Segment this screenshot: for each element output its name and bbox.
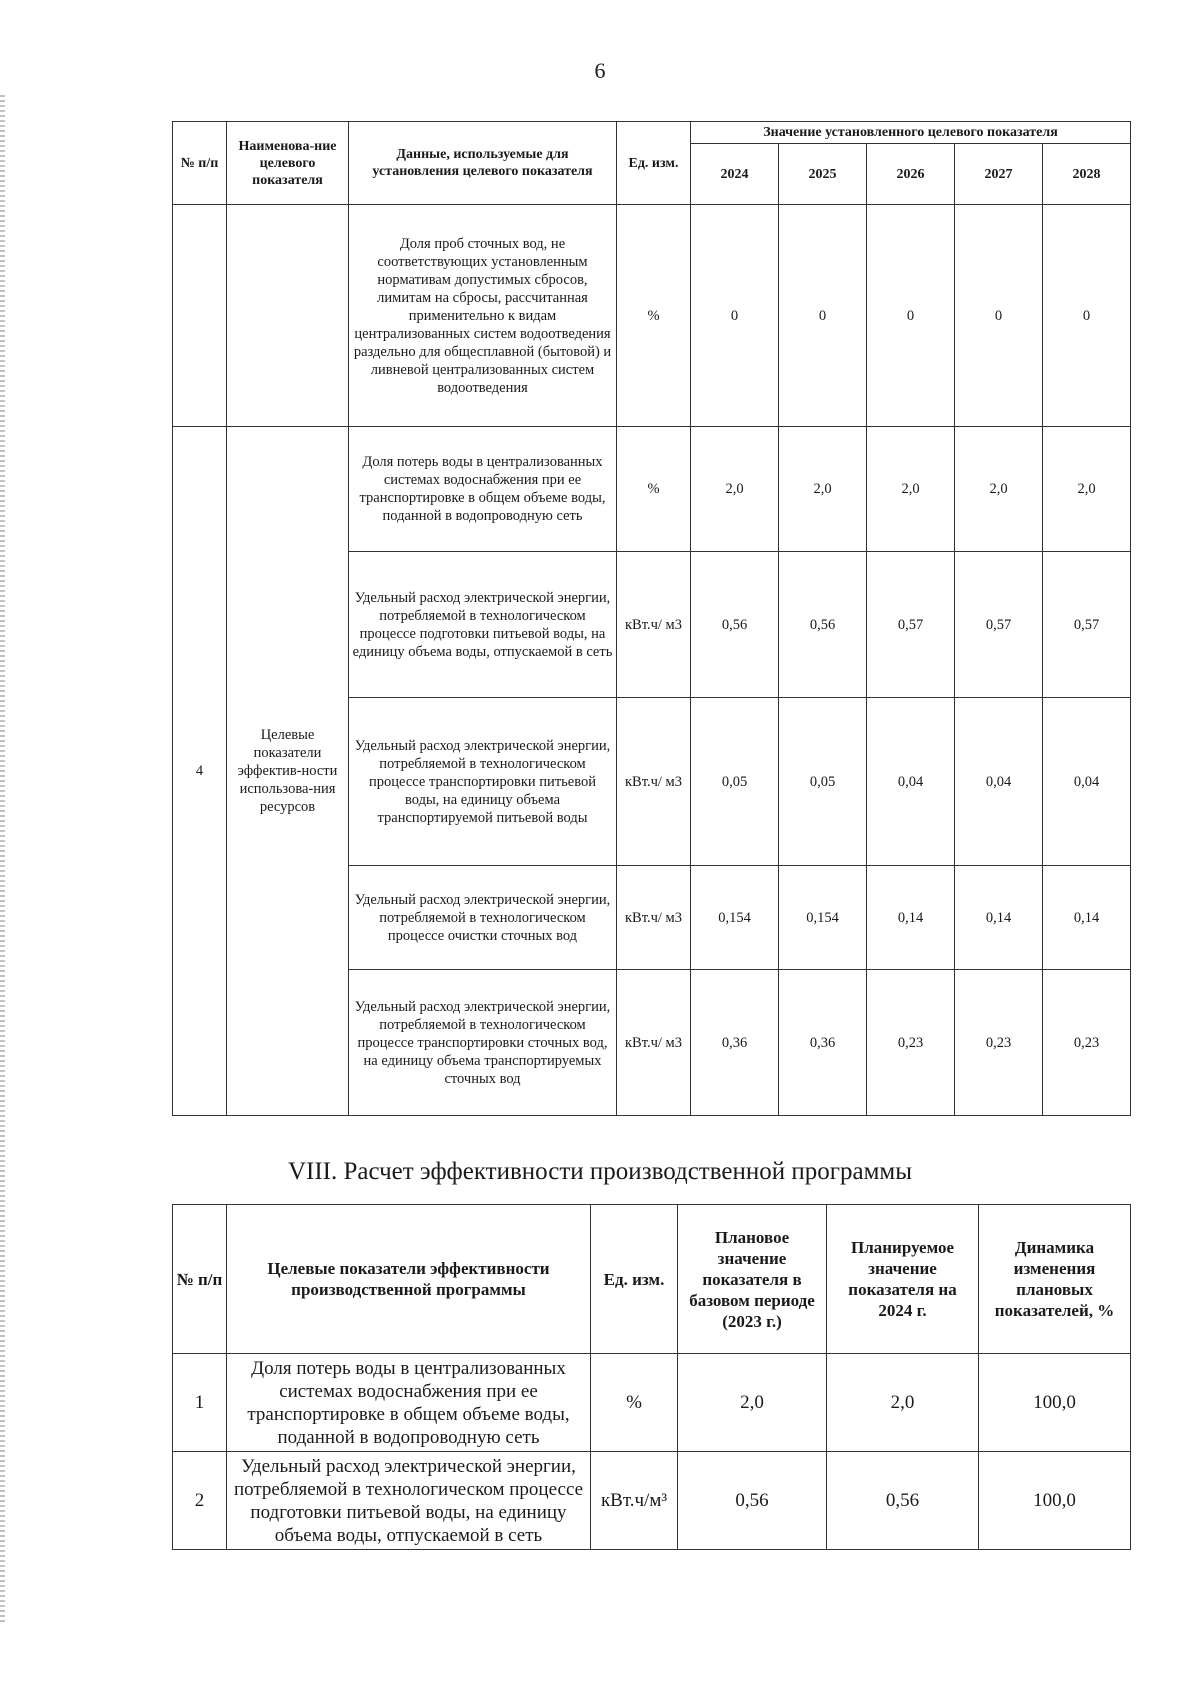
cell-data: Удельный расход электрической энергии, потребляемой в технологическом процессе транспортировки питьевой воды, на единицу объема транспортируемой питьевой воды bbox=[349, 698, 617, 866]
cell-value: 0,04 bbox=[955, 698, 1043, 866]
efficiency-calculation-table bbox=[172, 1204, 1131, 1550]
header-num: № п/п bbox=[173, 1205, 227, 1354]
cell-dynamics: 100,0 bbox=[979, 1354, 1131, 1452]
cell-num: 4 bbox=[173, 427, 227, 1116]
cell-value: 0,23 bbox=[955, 970, 1043, 1116]
cell-data: Удельный расход электрической энергии, потребляемой в технологическом процессе подготовки питьевой воды, на единицу объема воды, отпускаемой в сеть bbox=[349, 552, 617, 698]
header-indicator-name: Наименова-ние целевого показателя bbox=[227, 122, 349, 205]
header-planned-value: Планируемое значение показателя на 2024 г. bbox=[827, 1205, 979, 1354]
cell-value: 0,14 bbox=[1043, 866, 1131, 970]
cell-value: 0,05 bbox=[779, 698, 867, 866]
header-unit: Ед. изм. bbox=[591, 1205, 678, 1354]
header-target-values: Значение установленного целевого показателя bbox=[691, 122, 1131, 144]
cell-data: Доля проб сточных вод, не соответствующих установленным нормативам допустимых сбросов, лимитам на сбросы, рассчитанная применительно к видам централизованных систем водоотведения раздельно для общесплавной (бытовой) и ливневой централизованных систем водоотведения bbox=[349, 205, 617, 427]
cell-value: 2,0 bbox=[779, 427, 867, 552]
cell-value: 0,57 bbox=[1043, 552, 1131, 698]
cell-num: 2 bbox=[173, 1452, 227, 1550]
cell-indicator-name: Целевые показатели эффектив-ности использова-ния ресурсов bbox=[227, 427, 349, 1116]
cell-planned-value: 0,56 bbox=[827, 1452, 979, 1550]
cell-unit: кВт.ч/ м3 bbox=[617, 866, 691, 970]
section-title: VIII. Расчет эффективности производственной программы bbox=[287, 1158, 913, 1185]
cell-value: 0,57 bbox=[867, 552, 955, 698]
cell-value: 2,0 bbox=[955, 427, 1043, 552]
cell-value: 0 bbox=[779, 205, 867, 427]
table-row bbox=[173, 1452, 1131, 1550]
table-header-row bbox=[173, 1205, 1131, 1354]
cell-unit: кВт.ч/м³ bbox=[591, 1452, 678, 1550]
cell-value: 0,23 bbox=[1043, 970, 1131, 1116]
cell-unit: кВт.ч/ м3 bbox=[617, 970, 691, 1116]
cell-num bbox=[173, 205, 227, 427]
header-num: № п/п bbox=[173, 122, 227, 205]
cell-value: 2,0 bbox=[1043, 427, 1131, 552]
cell-data: Удельный расход электрической энергии, потребляемой в технологическом процессе очистки сточных вод bbox=[349, 866, 617, 970]
table-row bbox=[173, 205, 1131, 427]
header-year: 2027 bbox=[955, 144, 1043, 205]
cell-indicator-name: Доля потерь воды в централизованных системах водоснабжения при ее транспортировке в общем объеме воды, поданной в водопроводную сеть bbox=[227, 1354, 591, 1452]
cell-value: 0,56 bbox=[691, 552, 779, 698]
cell-value: 0,04 bbox=[1043, 698, 1131, 866]
cell-planned-value: 2,0 bbox=[827, 1354, 979, 1452]
header-year: 2028 bbox=[1043, 144, 1131, 205]
cell-value: 0,154 bbox=[691, 866, 779, 970]
cell-value: 0 bbox=[955, 205, 1043, 427]
cell-value: 2,0 bbox=[691, 427, 779, 552]
cell-value: 0,05 bbox=[691, 698, 779, 866]
header-year: 2025 bbox=[779, 144, 867, 205]
cell-indicator-name bbox=[227, 205, 349, 427]
header-data-used: Данные, используемые для установления целевого показателя bbox=[349, 122, 617, 205]
cell-value: 0,04 bbox=[867, 698, 955, 866]
cell-value: 0,57 bbox=[955, 552, 1043, 698]
cell-unit: кВт.ч/ м3 bbox=[617, 552, 691, 698]
cell-value: 0 bbox=[691, 205, 779, 427]
header-year: 2024 bbox=[691, 144, 779, 205]
cell-value: 0 bbox=[1043, 205, 1131, 427]
cell-unit: % bbox=[617, 427, 691, 552]
cell-data: Удельный расход электрической энергии, потребляемой в технологическом процессе транспортировки сточных вод, на единицу объема транспортируемых сточных вод bbox=[349, 970, 617, 1116]
cell-data: Доля потерь воды в централизованных системах водоснабжения при ее транспортировке в общем объеме воды, поданной в водопроводную сеть bbox=[349, 427, 617, 552]
cell-value: 0,36 bbox=[779, 970, 867, 1116]
cell-value: 2,0 bbox=[867, 427, 955, 552]
cell-indicator-name: Удельный расход электрической энергии, потребляемой в технологическом процессе подготовки питьевой воды, на единицу объема воды, отпускаемой в сеть bbox=[227, 1452, 591, 1550]
cell-value: 0,154 bbox=[779, 866, 867, 970]
cell-value: 0,14 bbox=[955, 866, 1043, 970]
table-header-row bbox=[173, 122, 1131, 144]
scan-edge-artifact bbox=[0, 95, 5, 1625]
header-base-value: Плановое значение показателя в базовом периоде (2023 г.) bbox=[678, 1205, 827, 1354]
cell-value: 0,56 bbox=[779, 552, 867, 698]
page-number: 6 bbox=[594, 58, 606, 83]
header-year: 2026 bbox=[867, 144, 955, 205]
cell-base-value: 2,0 bbox=[678, 1354, 827, 1452]
header-unit: Ед. изм. bbox=[617, 122, 691, 205]
cell-value: 0 bbox=[867, 205, 955, 427]
target-indicators-table bbox=[172, 121, 1131, 1116]
cell-unit: % bbox=[591, 1354, 678, 1452]
header-dynamics: Динамика изменения плановых показателей, % bbox=[979, 1205, 1131, 1354]
cell-value: 0,23 bbox=[867, 970, 955, 1116]
cell-value: 0,36 bbox=[691, 970, 779, 1116]
header-indicator-name: Целевые показатели эффективности производственной программы bbox=[227, 1205, 591, 1354]
cell-base-value: 0,56 bbox=[678, 1452, 827, 1550]
table-row bbox=[173, 1354, 1131, 1452]
table-row bbox=[173, 427, 1131, 552]
cell-dynamics: 100,0 bbox=[979, 1452, 1131, 1550]
cell-unit: кВт.ч/ м3 bbox=[617, 698, 691, 866]
cell-unit: % bbox=[617, 205, 691, 427]
cell-value: 0,14 bbox=[867, 866, 955, 970]
cell-num: 1 bbox=[173, 1354, 227, 1452]
